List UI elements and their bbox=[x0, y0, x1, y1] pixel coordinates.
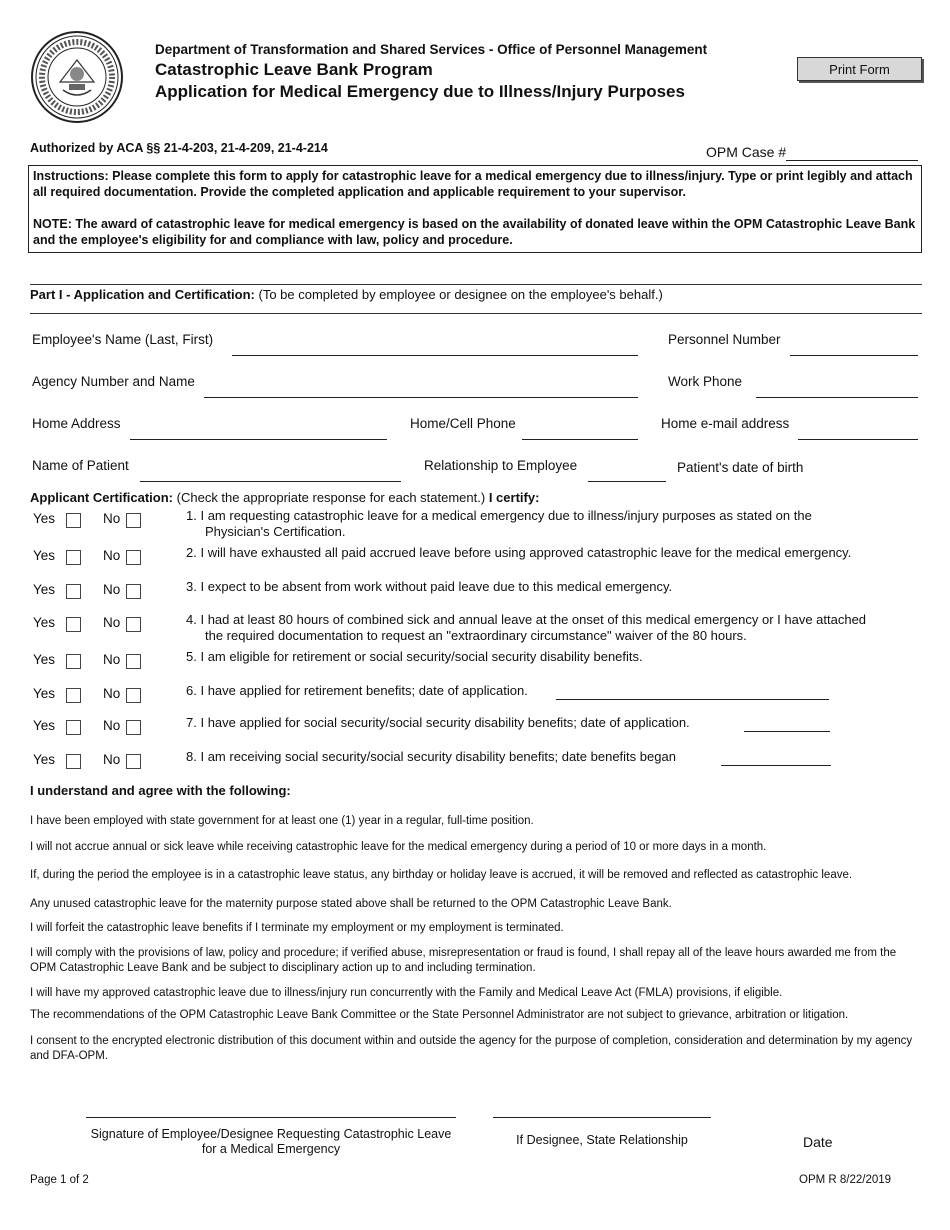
relationship-label: Relationship to Employee bbox=[424, 458, 578, 473]
relationship-field[interactable] bbox=[588, 481, 666, 482]
yes-label: Yes bbox=[33, 615, 56, 630]
date-field[interactable] bbox=[744, 731, 830, 732]
form-id: OPM R 8/22/2019 bbox=[799, 1174, 892, 1186]
statement-number: 6. bbox=[186, 683, 197, 698]
statement-text bbox=[186, 649, 643, 665]
program-title: Catastrophic Leave Bank Program bbox=[155, 60, 433, 79]
agreement-item: I have been employed with state government for at least one (1) year in a regular, full-time position. bbox=[30, 815, 534, 827]
date-field[interactable] bbox=[721, 765, 831, 766]
statement-line: I am receiving social security/social security disability benefits; date benefits began bbox=[200, 749, 676, 764]
page-number: Page 1 of 2 bbox=[30, 1174, 89, 1186]
no-checkbox[interactable] bbox=[126, 617, 141, 632]
yes-checkbox[interactable] bbox=[66, 584, 81, 599]
no-label: No bbox=[103, 752, 121, 767]
agreement-item: I will not accrue annual or sick leave while receiving catastrophic leave for the medical emergency during a period of 10 or more days in a month. bbox=[30, 841, 767, 853]
statement-line: Physician's Certification. bbox=[205, 524, 346, 539]
certification-heading: Applicant Certification: (Check the appropriate response for each statement.) I certify: bbox=[30, 490, 540, 505]
home-address-field[interactable] bbox=[130, 439, 387, 440]
statement-line: I have applied for retirement benefits; date of application. bbox=[200, 683, 528, 698]
yes-label: Yes bbox=[33, 652, 56, 667]
yes-checkbox[interactable] bbox=[66, 617, 81, 632]
authority-citation: Authorized by ACA §§ 21-4-203, 21-4-209, 21-4-214 bbox=[30, 141, 328, 155]
date-label: Date bbox=[803, 1134, 833, 1150]
designee-relationship-field[interactable] bbox=[493, 1117, 711, 1118]
yes-label: Yes bbox=[33, 548, 56, 563]
yes-checkbox[interactable] bbox=[66, 688, 81, 703]
employee-signature-caption: Signature of Employee/Designee Requesting Catastrophic Leave for a Medical Emergency bbox=[90, 1127, 452, 1156]
home-email-field[interactable] bbox=[798, 439, 918, 440]
statement-text bbox=[186, 749, 676, 765]
yes-label: Yes bbox=[33, 511, 56, 526]
agreement-heading: I understand and agree with the following: bbox=[30, 783, 291, 798]
statement-text bbox=[186, 715, 690, 731]
yes-checkbox[interactable] bbox=[66, 720, 81, 735]
yes-checkbox[interactable] bbox=[66, 654, 81, 669]
no-checkbox[interactable] bbox=[126, 550, 141, 565]
agency-field[interactable] bbox=[204, 397, 638, 398]
agreement-item: I will comply with the provisions of law, policy and procedure; if verified abuse, misrepresentation or fraud is found, I shall repay all of the leave hours awarded me from the OPM Catastrophic Leave Bank and be subject to disciplinary action up to and including termination. bbox=[30, 947, 897, 974]
no-label: No bbox=[103, 686, 121, 701]
employee-name-label: Employee's Name (Last, First) bbox=[32, 332, 214, 347]
no-checkbox[interactable] bbox=[126, 513, 141, 528]
no-checkbox[interactable] bbox=[126, 688, 141, 703]
employee-signature-field[interactable] bbox=[86, 1117, 456, 1118]
agency-label: Agency Number and Name bbox=[32, 374, 195, 389]
agreement-item: I will have my approved catastrophic leave due to illness/injury run concurrently with the Family and Medical Leave Act (FMLA) provisions, if eligible. bbox=[30, 987, 783, 999]
divider bbox=[30, 284, 922, 285]
statement-text bbox=[186, 612, 866, 644]
no-checkbox[interactable] bbox=[126, 720, 141, 735]
statement-line: I expect to be absent from work without paid leave due to this medical emergency. bbox=[200, 579, 673, 594]
statement-text bbox=[186, 545, 851, 561]
no-checkbox[interactable] bbox=[126, 754, 141, 769]
statement-text bbox=[186, 683, 528, 699]
agreement-item: If, during the period the employee is in a catastrophic leave status, any birthday or holiday leave is accrued, it will be removed and reflected as catastrophic leave. bbox=[30, 869, 853, 881]
instructions-note: NOTE: The award of catastrophic leave for medical emergency is based on the availability of donated leave within the OPM Catastrophic Leave Bank and the employee's eligibility for and compliance with law, policy and procedure. bbox=[33, 217, 916, 247]
statement-number: 7. bbox=[186, 715, 197, 730]
opm-case-label: OPM Case # bbox=[706, 144, 787, 160]
no-label: No bbox=[103, 511, 121, 526]
agreement-item: The recommendations of the OPM Catastrophic Leave Bank Committee or the State Personnel Administrator are not subject to grievance, arbitration or litigation. bbox=[30, 1009, 849, 1021]
statement-number: 1. bbox=[186, 508, 197, 523]
no-checkbox[interactable] bbox=[126, 584, 141, 599]
employee-name-field[interactable] bbox=[232, 355, 638, 356]
opm-case-field[interactable] bbox=[786, 160, 918, 161]
agreement-item: I will forfeit the catastrophic leave benefits if I terminate my employment or my employment is terminated. bbox=[30, 922, 564, 934]
work-phone-field[interactable] bbox=[756, 397, 918, 398]
statement-number: 3. bbox=[186, 579, 197, 594]
patient-name-field[interactable] bbox=[140, 481, 401, 482]
statement-number: 8. bbox=[186, 749, 197, 764]
agreement-item: I consent to the encrypted electronic distribution of this document within and outside the agency for the purpose of completion, consideration and determination by my agency and DFA-OPM. bbox=[30, 1035, 913, 1062]
no-label: No bbox=[103, 615, 121, 630]
yes-checkbox[interactable] bbox=[66, 513, 81, 528]
statement-line: the required documentation to request an "extraordinary circumstance" waiver of the 80 hours. bbox=[205, 628, 747, 643]
yes-checkbox[interactable] bbox=[66, 754, 81, 769]
statement-number: 4. bbox=[186, 612, 197, 627]
statement-line: I had at least 80 hours of combined sick and annual leave at the onset of this medical emergency or I have attached bbox=[200, 612, 867, 627]
patient-dob-label: Patient's date of birth bbox=[677, 460, 804, 475]
yes-checkbox[interactable] bbox=[66, 550, 81, 565]
department-header: Department of Transformation and Shared Services - Office of Personnel Management bbox=[155, 42, 708, 57]
part1-heading: Part I - Application and Certification: (To be completed by employee or designee on the employee's behalf.) bbox=[30, 287, 663, 302]
work-phone-label: Work Phone bbox=[668, 374, 743, 389]
statement-number: 2. bbox=[186, 545, 197, 560]
yes-label: Yes bbox=[33, 752, 56, 767]
personnel-number-label: Personnel Number bbox=[668, 332, 781, 347]
statement-text bbox=[186, 508, 812, 540]
statement-line: I am requesting catastrophic leave for a medical emergency due to illness/injury purposes as stated on the bbox=[200, 508, 812, 523]
print-form-button[interactable]: Print Form bbox=[797, 57, 922, 81]
yes-label: Yes bbox=[33, 686, 56, 701]
no-label: No bbox=[103, 652, 121, 667]
state-seal-logo bbox=[30, 30, 124, 124]
yes-label: Yes bbox=[33, 718, 56, 733]
no-label: No bbox=[103, 548, 121, 563]
home-cell-phone-label: Home/Cell Phone bbox=[410, 416, 516, 431]
no-label: No bbox=[103, 718, 121, 733]
home-cell-phone-field[interactable] bbox=[522, 439, 638, 440]
statement-line: I will have exhausted all paid accrued leave before using approved catastrophic leave for the medical emergency. bbox=[200, 545, 852, 560]
no-checkbox[interactable] bbox=[126, 654, 141, 669]
statement-text bbox=[186, 579, 672, 595]
form-title: Application for Medical Emergency due to Illness/Injury Purposes bbox=[155, 82, 685, 101]
home-email-label: Home e-mail address bbox=[661, 416, 790, 431]
personnel-number-field[interactable] bbox=[790, 355, 918, 356]
no-label: No bbox=[103, 582, 121, 597]
agreement-item: Any unused catastrophic leave for the maternity purpose stated above shall be returned to the OPM Catastrophic Leave Bank. bbox=[30, 898, 672, 910]
date-field[interactable] bbox=[556, 699, 829, 700]
statement-line: I am eligible for retirement or social security/social security disability benefits. bbox=[200, 649, 643, 664]
yes-label: Yes bbox=[33, 582, 56, 597]
patient-name-label: Name of Patient bbox=[32, 458, 129, 473]
statement-line: I have applied for social security/social security disability benefits; date of application. bbox=[200, 715, 690, 730]
designee-relationship-caption: If Designee, State Relationship bbox=[516, 1133, 688, 1147]
instructions-box bbox=[28, 165, 922, 253]
divider bbox=[30, 313, 922, 314]
home-address-label: Home Address bbox=[32, 416, 121, 431]
statement-number: 5. bbox=[186, 649, 197, 664]
instructions-text: Instructions: Please complete this form to apply for catastrophic leave for a medical emergency due to illness/injury. Type or print legibly and attach all required documentation. Provide the completed application and applicable requirement to your supervisor. bbox=[33, 169, 913, 199]
